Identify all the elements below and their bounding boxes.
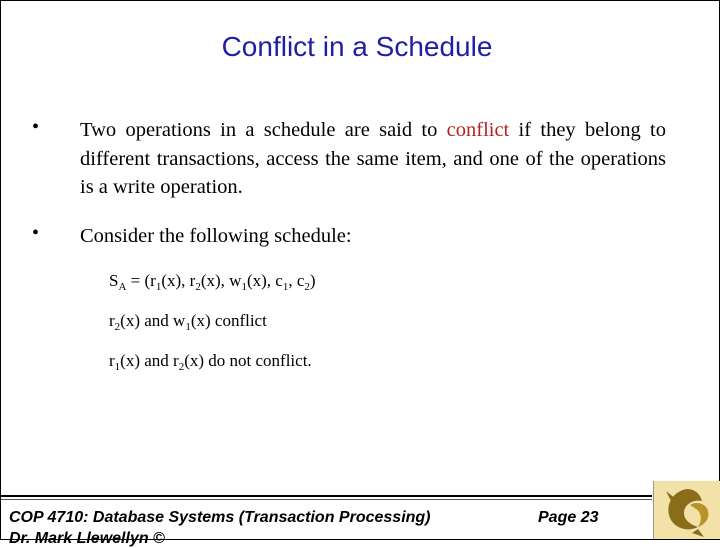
footer-divider bbox=[1, 499, 652, 500]
conflict-highlight: conflict bbox=[446, 119, 510, 141]
course-title: COP 4710: Database Systems (Transaction Processing) bbox=[9, 509, 431, 526]
bullet-text-part: if they belong to different transactions, access the same item, and one of the operations is a write operation. bbox=[80, 119, 666, 198]
slide-footer bbox=[1, 491, 720, 547]
slide-title: Conflict in a Schedule bbox=[221, 31, 493, 62]
footer-divider bbox=[1, 495, 652, 497]
schedule-definition: $S_A = (r_1(x)$, $r_2(x)$, $w_1(x)$, $c_1$, $c_2$) bbox=[109, 271, 316, 293]
page-number: Page 23 bbox=[538, 509, 599, 526]
bullet-text-part: Two operations in a schedule are said to bbox=[80, 119, 447, 141]
ucf-pegasus-logo-icon bbox=[653, 481, 720, 539]
no-conflict-example: $r_1(x)$ and $r_2(x)$ do not conflict. bbox=[109, 351, 312, 373]
conflict-example: $r_2(x)$ and $w_1(x)$ conflict bbox=[109, 311, 267, 333]
author-credit: Dr. Mark Llewellyn © bbox=[9, 530, 165, 547]
bullet-text-1 bbox=[80, 116, 666, 202]
bullet-text-2: Consider the following schedule: bbox=[80, 225, 352, 247]
bullet-marker: • bbox=[32, 222, 40, 244]
bullet-marker: • bbox=[32, 116, 40, 138]
